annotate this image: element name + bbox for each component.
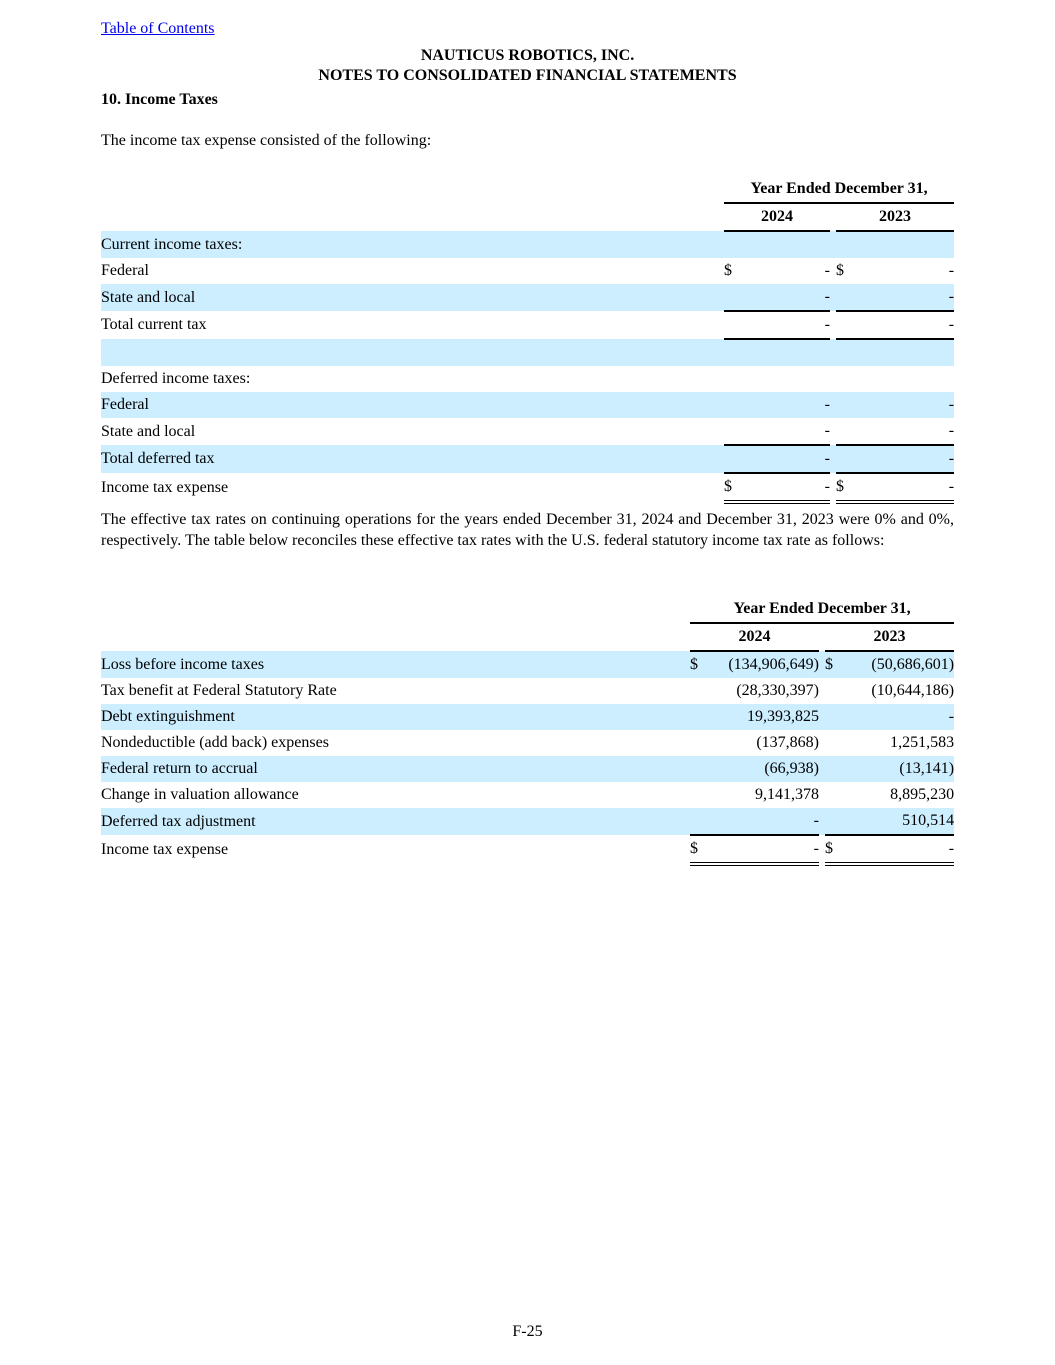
currency-symbol-2023: $ xyxy=(836,262,844,279)
year-header-2024: 2024 xyxy=(724,203,830,231)
table-year-header-row xyxy=(101,623,954,651)
value-2024: - xyxy=(736,392,830,418)
row-label: Current income taxes: xyxy=(101,231,724,258)
table-row xyxy=(101,678,954,704)
value-2024: - xyxy=(736,284,830,311)
page-number: F-25 xyxy=(512,1323,543,1340)
currency-symbol-2024 xyxy=(724,418,736,445)
table-row xyxy=(101,311,954,339)
currency-symbol-2024 xyxy=(690,782,704,808)
table-row xyxy=(101,231,954,258)
currency-symbol-2024: $ xyxy=(690,835,704,864)
row-label: Federal xyxy=(101,262,149,279)
table-row xyxy=(101,704,954,730)
row-label: Federal return to accrual xyxy=(101,756,690,782)
value-2023 xyxy=(848,339,954,366)
value-2024: - xyxy=(824,262,830,279)
currency-symbol-2024 xyxy=(690,704,704,730)
table-row xyxy=(101,284,954,311)
row-label: Change in valuation allowance xyxy=(101,786,299,803)
year-header-2023: 2023 xyxy=(825,623,954,651)
value-2023: - xyxy=(848,311,954,339)
row-label: Income tax expense xyxy=(101,478,229,496)
currency-symbol-2023: $ xyxy=(836,473,848,502)
section-title: 10. Income Taxes xyxy=(101,91,218,108)
table-row xyxy=(101,730,954,756)
income-tax-expense-table xyxy=(101,176,954,504)
value-2023: (10,644,186) xyxy=(871,682,955,699)
value-2023: (13,141) xyxy=(839,756,954,782)
value-2024: - xyxy=(736,445,830,473)
value-2024: - xyxy=(736,311,830,339)
currency-symbol-2023 xyxy=(825,782,839,808)
currency-symbol-2023 xyxy=(825,704,839,730)
table-row xyxy=(101,339,954,366)
effective-tax-rate-paragraph: The effective tax rates on continuing operations for the years ended December 31, 2024 and December 31, 2023 were 0% and 0%, respectively. The table below reconciles these effective tax rates with the U.S. federal statutory income tax rate as follows: xyxy=(101,511,954,549)
currency-symbol-2024: $ xyxy=(724,473,736,502)
table-span-header-row xyxy=(101,176,954,203)
row-label: State and local xyxy=(101,422,196,440)
table-row xyxy=(101,756,954,782)
currency-symbol-2024 xyxy=(690,808,704,835)
currency-symbol-2024 xyxy=(724,231,736,258)
table-of-contents-link[interactable]: Table of Contents xyxy=(101,20,215,37)
currency-symbol-2024 xyxy=(690,756,704,782)
row-label: Total deferred tax xyxy=(101,445,724,473)
year-ended-header: Year Ended December 31, xyxy=(690,596,954,623)
value-2023: 8,895,230 xyxy=(890,786,955,803)
value-2023 xyxy=(848,231,954,258)
row-label: Nondeductible (add back) expenses xyxy=(101,734,329,751)
currency-symbol-2024 xyxy=(690,678,704,704)
year-header-2024: 2024 xyxy=(690,623,819,651)
table-row xyxy=(101,651,954,678)
currency-symbol-2024: $ xyxy=(690,651,704,678)
table-row xyxy=(101,392,954,418)
currency-symbol-2023: $ xyxy=(825,835,839,864)
table-row xyxy=(101,473,954,502)
value-2024: - xyxy=(704,808,819,835)
currency-symbol-2023 xyxy=(836,311,848,339)
table-row xyxy=(101,808,954,835)
row-label: Income tax expense xyxy=(101,840,229,858)
value-2024: - xyxy=(736,473,830,502)
table-row xyxy=(101,418,954,445)
row-label: Tax benefit at Federal Statutory Rate xyxy=(101,682,337,699)
value-2023: - xyxy=(848,445,954,473)
currency-symbol-2024 xyxy=(690,730,704,756)
currency-symbol-2024 xyxy=(724,366,736,392)
currency-symbol-2024 xyxy=(724,311,736,339)
value-2023: - xyxy=(848,473,954,502)
value-2024: 9,141,378 xyxy=(755,786,819,803)
year-ended-header: Year Ended December 31, xyxy=(724,176,954,203)
currency-symbol-2023 xyxy=(836,418,848,445)
value-2023 xyxy=(848,366,954,392)
value-2023: - xyxy=(848,418,954,445)
currency-symbol-2023: $ xyxy=(825,651,839,678)
table-year-header-row xyxy=(101,203,954,231)
value-2023: - xyxy=(839,835,954,864)
value-2024: (134,906,649) xyxy=(704,651,819,678)
value-2024 xyxy=(736,231,830,258)
currency-symbol-2023 xyxy=(825,808,839,835)
row-label: Total current tax xyxy=(101,316,207,333)
currency-symbol-2024 xyxy=(724,392,736,418)
currency-symbol-2023 xyxy=(825,756,839,782)
value-2024 xyxy=(736,339,830,366)
value-2023: - xyxy=(948,262,955,279)
value-2023: - xyxy=(848,392,954,418)
currency-symbol-2024: $ xyxy=(724,262,732,279)
table-row xyxy=(101,782,954,808)
row-label: Deferred income taxes: xyxy=(101,370,251,387)
table-span-header-row xyxy=(101,596,954,623)
value-2023: (50,686,601) xyxy=(839,651,954,678)
row-label: State and local xyxy=(101,284,724,311)
currency-symbol-2023 xyxy=(825,730,839,756)
currency-symbol-2024 xyxy=(724,445,736,473)
value-2024: (66,938) xyxy=(704,756,819,782)
table-row xyxy=(101,445,954,473)
row-label xyxy=(101,339,724,366)
tax-rate-reconciliation-table xyxy=(101,596,954,866)
intro-text: The income tax expense consisted of the following: xyxy=(101,132,432,149)
currency-symbol-2023 xyxy=(825,678,839,704)
table-row xyxy=(101,835,954,864)
value-2023: 1,251,583 xyxy=(890,734,955,751)
value-2024: (28,330,397) xyxy=(736,682,819,699)
currency-symbol-2024 xyxy=(724,339,736,366)
value-2023: 510,514 xyxy=(839,808,954,835)
currency-symbol-2024 xyxy=(724,284,736,311)
row-label: Federal xyxy=(101,392,724,418)
row-label: Loss before income taxes xyxy=(101,651,690,678)
currency-symbol-2023 xyxy=(836,445,848,473)
currency-symbol-2023 xyxy=(836,339,848,366)
value-2023: - xyxy=(848,284,954,311)
currency-symbol-2023 xyxy=(836,231,848,258)
document-subtitle: NOTES TO CONSOLIDATED FINANCIAL STATEMENTS xyxy=(318,67,737,84)
company-name: NAUTICUS ROBOTICS, INC. xyxy=(420,47,635,64)
value-2023: - xyxy=(839,704,954,730)
table-row xyxy=(101,258,954,284)
table-row xyxy=(101,366,954,392)
row-label: Deferred tax adjustment xyxy=(101,808,690,835)
value-2024: 19,393,825 xyxy=(704,704,819,730)
value-2024: (137,868) xyxy=(756,734,819,751)
year-header-2023: 2023 xyxy=(836,203,954,231)
value-2024 xyxy=(736,366,830,392)
currency-symbol-2023 xyxy=(836,366,848,392)
currency-symbol-2023 xyxy=(836,392,848,418)
value-2024: - xyxy=(704,835,819,864)
value-2024: - xyxy=(736,418,830,445)
row-label: Debt extinguishment xyxy=(101,704,690,730)
currency-symbol-2023 xyxy=(836,284,848,311)
